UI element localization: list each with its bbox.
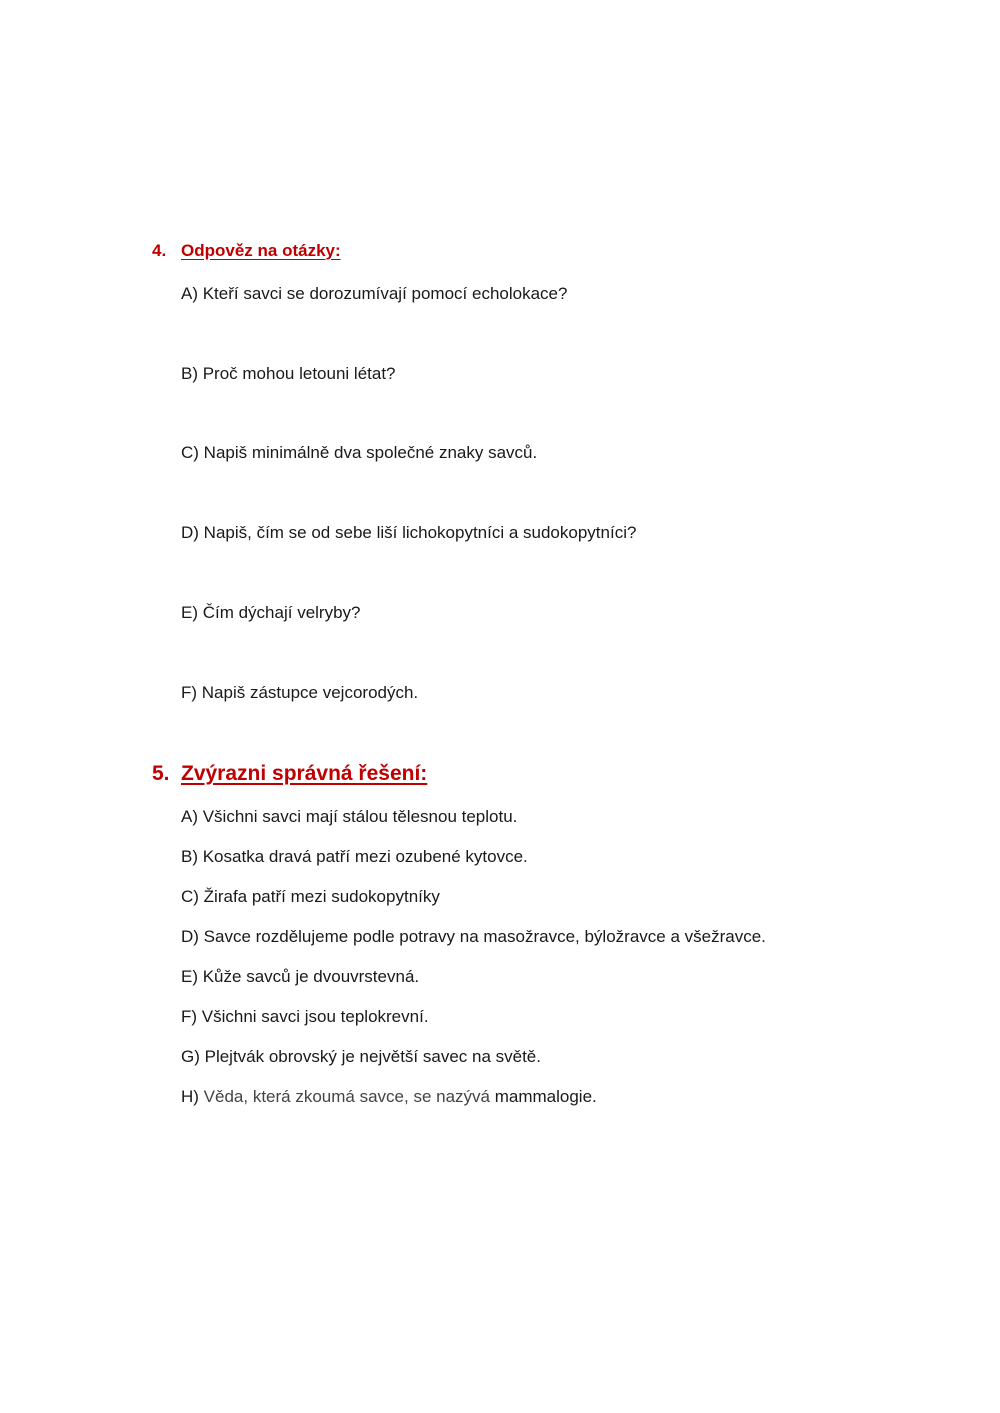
statement-h[interactable] <box>181 1086 597 1108</box>
question-c: C) Napiš minimálně dva společné znaky savců. <box>181 443 538 462</box>
statement-f[interactable]: F) Všichni savci jsou teplokrevní. <box>181 1007 429 1026</box>
section-4-heading <box>152 241 341 261</box>
question-f: F) Napiš zástupce vejcorodých. <box>181 683 419 702</box>
statement-h-prefix: H) <box>181 1087 204 1106</box>
question-e: E) Čím dýchají velryby? <box>181 603 361 622</box>
statement-g[interactable]: G) Plejtvák obrovský je největší savec na světě. <box>181 1047 541 1066</box>
statement-h-middle: Věda, která zkoumá savce, se nazývá <box>203 1087 490 1106</box>
question-d: D) Napiš, čím se od sebe liší lichokopytníci a sudokopytníci? <box>181 523 637 542</box>
section-5-number: 5. <box>152 762 170 785</box>
statement-b[interactable]: B) Kosatka dravá patří mezi ozubené kytovce. <box>181 847 528 866</box>
statement-h-suffix: mammalogie. <box>489 1087 597 1106</box>
section-4-title: Odpověz na otázky: <box>181 241 341 260</box>
statement-d[interactable]: D) Savce rozdělujeme podle potravy na masožravce, býložravce a všežravce. <box>181 927 766 946</box>
section-5-title: Zvýrazni správná řešení: <box>181 762 428 785</box>
statement-c[interactable]: C) Žirafa patří mezi sudokopytníky <box>181 887 440 906</box>
question-b: B) Proč mohou letouni létat? <box>181 364 396 383</box>
statement-e[interactable]: E) Kůže savců je dvouvrstevná. <box>181 967 420 986</box>
statement-a[interactable]: A) Všichni savci mají stálou tělesnou teplotu. <box>181 807 518 826</box>
section-4-number: 4. <box>152 241 167 260</box>
section-5-heading <box>152 762 427 786</box>
question-a: A) Kteří savci se dorozumívají pomocí echolokace? <box>181 284 568 303</box>
